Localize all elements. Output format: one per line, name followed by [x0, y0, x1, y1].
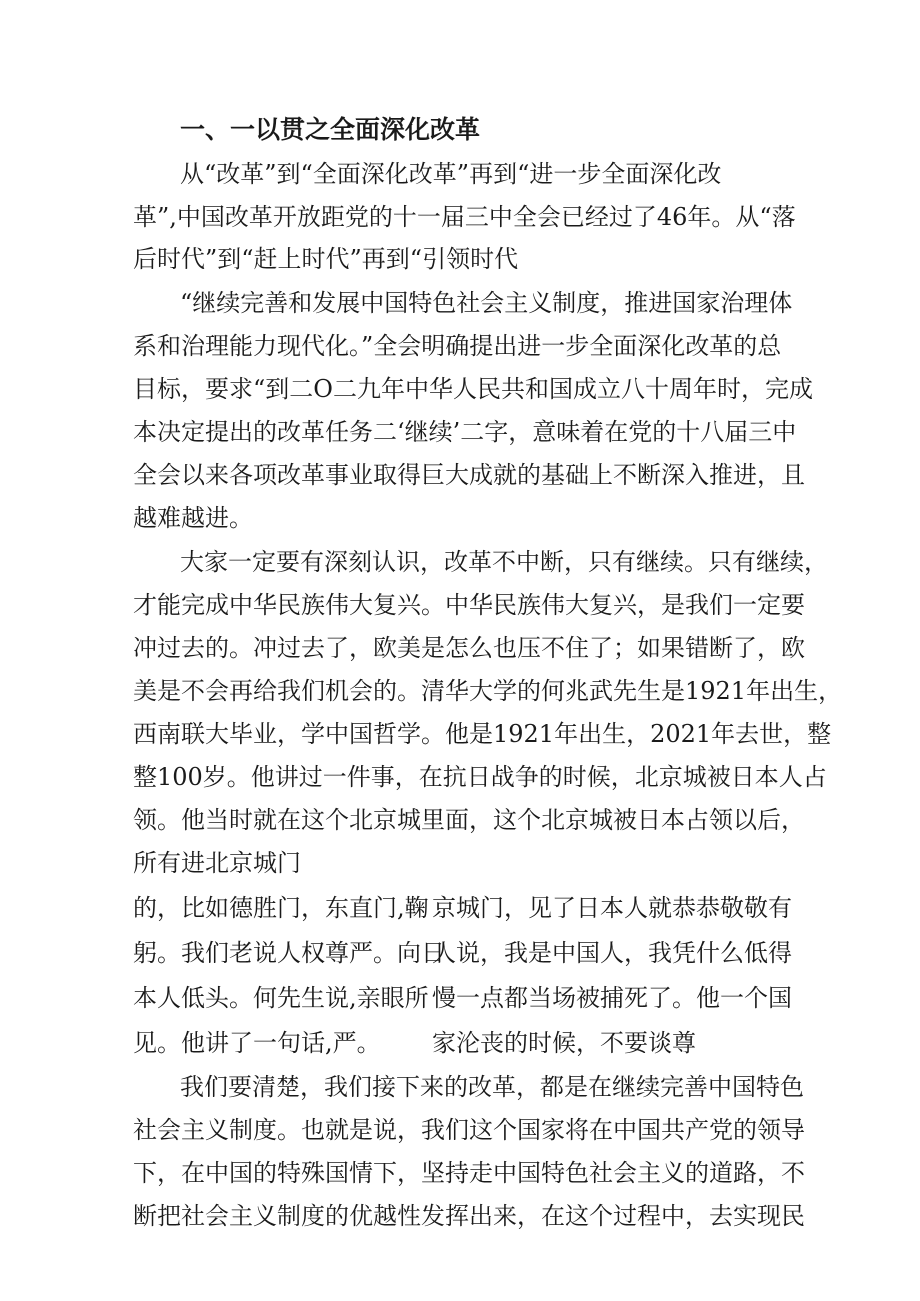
paragraph-line: 社会主义制度。也就是说，我们这个国家将在中国共产党的领导	[133, 1116, 805, 1144]
paragraph-line: 领。他当时就在这个北京城里面，这个北京城被日本占领以后，	[133, 806, 805, 834]
paragraph-line: 后时代”到“赶上时代”再到“引领时代	[133, 245, 519, 273]
column-line: 本人低头。何先生说,亲眼所	[133, 984, 429, 1012]
paragraph-line: “继续完善和发展中国特色社会主义制度，推进国家治理体	[180, 289, 793, 317]
paragraph-line: 革”,中国改革开放距党的十一届三中全会已经过了46年。从“落	[133, 203, 796, 231]
column-line: 见。他讲了一句话,严。	[133, 1029, 381, 1057]
right-column	[432, 888, 792, 1063]
paragraph-line: 从“改革”到“全面深化改革”再到“进一步全面深化改	[180, 160, 722, 188]
paragraph-line: 目标，要求“到二O二九年中华人民共和国成立八十周年时，完成	[133, 375, 813, 403]
column-line: 家沦丧的时候，不要谈尊	[432, 1029, 696, 1057]
paragraph-line: 我们要清楚，我们接下来的改革，都是在继续完善中国特色	[180, 1073, 804, 1101]
section-heading: 一、一以贯之全面深化改革	[180, 115, 481, 144]
paragraph-line: 下，在中国的特殊国情下，坚持走中国特色社会主义的道路，不	[133, 1159, 805, 1187]
column-line: 京城门，见了日本人就恭恭敬敬有	[432, 894, 792, 922]
paragraph-line: 才能完成中华民族伟大复兴。中华民族伟大复兴，是我们一定要	[133, 591, 805, 619]
paragraph-line: 美是不会再给我们机会的。清华大学的何兆武先生是1921年出生，	[133, 677, 843, 705]
paragraph-line: 冲过去的。冲过去了，欧美是怎么也压不住了；如果错断了，欧	[133, 634, 805, 662]
left-column	[133, 888, 445, 1063]
paragraph-line: 越难越进。	[133, 504, 253, 532]
paragraph-line: 西南联大毕业，学中国哲学。他是1921年出生，2021年去世，整	[133, 720, 832, 748]
paragraph-line: 整100岁。他讲过一件事，在抗日战争的时候，北京城被日本人占	[133, 763, 827, 791]
column-line: 人说，我是中国人，我凭什么低得	[432, 939, 792, 967]
column-line: 躬。我们老说人权尊严。向日	[133, 939, 445, 967]
column-line: 的，比如德胜门，东直门,鞠	[133, 894, 429, 922]
paragraph-line: 大家一定要有深刻认识，改革不中断，只有继续。只有继续，	[180, 548, 828, 576]
paragraph-line: 所有进北京城门	[133, 849, 301, 877]
paragraph-line: 断把社会主义制度的优越性发挥出来，在这个过程中，去实现民	[133, 1202, 805, 1230]
paragraph-line: 全会以来各项改革事业取得巨大成就的基础上不断深入推进，且	[133, 461, 805, 489]
column-line: 慢一点都当场被捕死了。他一个国	[432, 984, 792, 1012]
paragraph-line: 本决定提出的改革任务二‘继续’二字，意味着在党的十八届三中	[133, 418, 797, 446]
paragraph-line: 系和治理能力现代化。”全会明确提出进一步全面深化改革的总	[133, 332, 782, 360]
